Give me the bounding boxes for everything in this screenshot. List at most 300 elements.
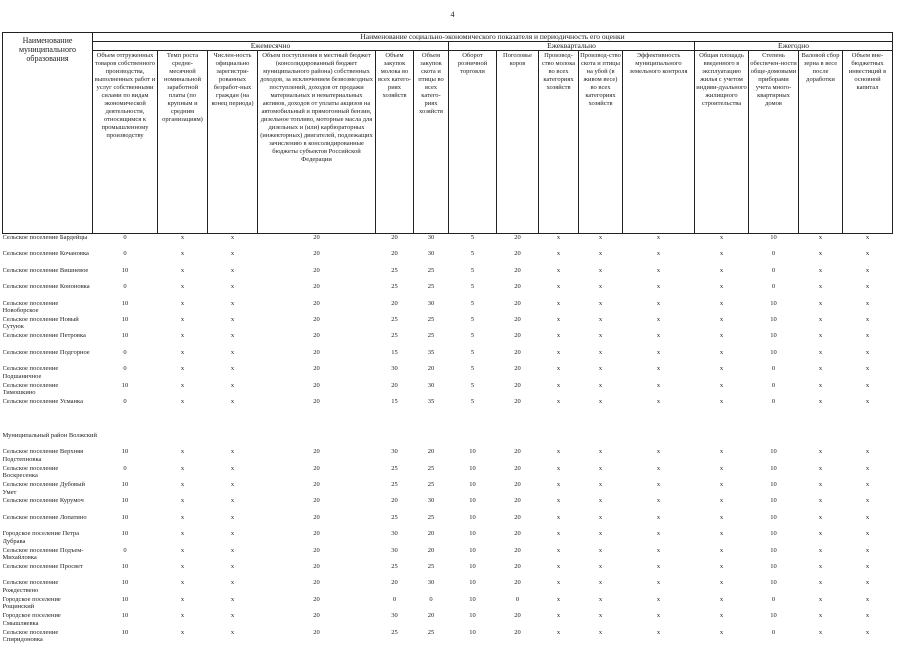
indicator-value: 30 xyxy=(391,612,398,620)
indicator-value: x xyxy=(865,448,870,456)
indicator-value: 10 xyxy=(121,448,129,456)
municipality-name: Сельское поселение Подъем-Михайловка xyxy=(2,546,84,562)
indicator-value: x xyxy=(180,365,185,373)
indicator-value: 10 xyxy=(469,595,476,603)
indicator-value: 10 xyxy=(770,348,777,356)
indicator-value: x xyxy=(556,595,561,603)
indicator-value: x xyxy=(865,283,870,291)
indicator-value: x xyxy=(818,497,823,505)
indicator-value: 20 xyxy=(514,579,521,587)
indicator-value: x xyxy=(865,365,870,373)
indicator-value: 25 xyxy=(391,628,398,636)
column-header-indicator: Числен-ность официально зарегистри-рованных безработ-ных граждан (на конец периода) xyxy=(208,51,258,234)
header-period-yearly: Ежегодно xyxy=(695,42,893,51)
indicator-value: x xyxy=(180,481,185,489)
indicator-value: x xyxy=(818,283,823,291)
indicator-value: 10 xyxy=(770,315,777,323)
indicator-value: 15 xyxy=(391,397,398,405)
column-header-indicator: Темп роста средне-месячной номинальной заработной платы (по крупным и средним организациям) xyxy=(158,51,208,234)
indicator-value: 10 xyxy=(121,332,129,340)
indicator-value: x xyxy=(556,348,561,356)
indicator-value: 5 xyxy=(470,250,475,258)
indicator-value: x xyxy=(180,332,185,340)
table-row xyxy=(3,530,893,546)
table-row xyxy=(3,398,893,414)
indicator-value: x xyxy=(865,530,870,538)
indicator-value: x xyxy=(598,546,603,554)
indicator-value: x xyxy=(865,381,870,389)
indicator-value: x xyxy=(656,481,661,489)
indicator-value: 10 xyxy=(770,448,777,456)
indicator-value: 10 xyxy=(121,628,129,636)
indicator-value: x xyxy=(230,530,235,538)
indicator-value: x xyxy=(556,283,561,291)
indicator-value: 25 xyxy=(391,266,398,274)
indicator-value: 5 xyxy=(470,348,475,356)
indicator-value: 30 xyxy=(391,365,398,373)
indicator-value: 20 xyxy=(514,448,521,456)
table-row xyxy=(3,316,893,332)
indicator-value: 20 xyxy=(514,250,521,258)
indicator-value: 20 xyxy=(391,497,398,505)
indicator-value: x xyxy=(598,299,603,307)
indicator-value: 20 xyxy=(313,481,320,489)
indicator-value: x xyxy=(230,513,235,521)
indicator-value: 20 xyxy=(313,283,320,291)
indicator-value: x xyxy=(180,315,185,323)
indicator-value: x xyxy=(719,612,724,620)
indicator-value: x xyxy=(656,563,661,571)
indicator-value: x xyxy=(598,481,603,489)
indicator-value: x xyxy=(865,612,870,620)
indicator-value: 30 xyxy=(391,530,398,538)
indicator-value: 25 xyxy=(427,315,435,323)
indicator-value: x xyxy=(556,481,561,489)
indicator-value: x xyxy=(556,381,561,389)
indicator-value: x xyxy=(865,546,870,554)
indicator-value: x xyxy=(656,381,661,389)
indicator-value: x xyxy=(598,448,603,456)
table-row xyxy=(3,283,893,299)
indicator-value: x xyxy=(556,464,561,472)
indicator-value: x xyxy=(719,579,724,587)
indicator-value: 20 xyxy=(514,283,521,291)
indicator-value: x xyxy=(556,315,561,323)
indicator-value: x xyxy=(656,628,661,636)
indicator-value: 30 xyxy=(427,250,435,258)
table-row xyxy=(3,300,893,316)
indicator-value: 0 xyxy=(771,365,776,373)
municipality-name: Городское поселение Петра Дубрава xyxy=(2,530,80,545)
indicator-value: 10 xyxy=(469,579,476,587)
indicator-value: 20 xyxy=(313,381,320,389)
column-header-indicator: Эффективность муниципального земельного контроля xyxy=(623,51,695,234)
indicator-value: x xyxy=(556,448,561,456)
indicator-value: x xyxy=(719,464,724,472)
header-indicator-group: Наименование социально-экономического показателя и периодичность его оценки xyxy=(93,33,893,42)
table-row xyxy=(3,579,893,595)
indicator-value: x xyxy=(719,348,724,356)
indicator-value: x xyxy=(180,595,185,603)
indicator-value: x xyxy=(230,315,235,323)
indicator-value: 20 xyxy=(313,397,320,405)
indicator-value: 20 xyxy=(391,250,398,258)
indicator-value: 20 xyxy=(514,530,521,538)
indicator-value: x xyxy=(556,365,561,373)
indicator-value: x xyxy=(598,579,603,587)
indicator-value: x xyxy=(180,628,185,636)
municipality-name: Сельское поселение Кононовка xyxy=(2,283,90,291)
indicator-value: 35 xyxy=(427,397,435,405)
indicator-value: x xyxy=(598,530,603,538)
column-header-indicator: Объем закупок скота и птицы во всех катего-риях хозяйств xyxy=(414,51,449,234)
indicator-value: x xyxy=(230,563,235,571)
table-row xyxy=(3,497,893,513)
indicator-value: x xyxy=(230,464,235,472)
indicator-value: x xyxy=(598,563,603,571)
indicator-value: 0 xyxy=(771,381,776,389)
municipality-name: Сельское поселение Просвет xyxy=(2,563,83,571)
indicator-value: 10 xyxy=(121,481,129,489)
indicator-value: x xyxy=(818,266,823,274)
indicator-value: 10 xyxy=(121,315,129,323)
municipality-name: Сельское поселение Петровка xyxy=(2,332,86,340)
indicator-value: x xyxy=(230,234,235,241)
indicator-value: x xyxy=(656,579,661,587)
indicator-value: 5 xyxy=(470,234,475,241)
indicator-value: x xyxy=(180,397,185,405)
indicator-value: x xyxy=(180,250,185,258)
table-row xyxy=(3,332,893,348)
municipality-name: Сельское поселение Лопатино xyxy=(2,513,87,521)
indicator-value: 30 xyxy=(427,579,435,587)
municipality-name: Городское поселение Рощинский xyxy=(2,595,61,611)
indicator-value: 25 xyxy=(427,464,435,472)
indicator-value: x xyxy=(656,283,661,291)
indicator-value: 20 xyxy=(514,464,521,472)
indicator-value: x xyxy=(180,497,185,505)
indicator-value: x xyxy=(865,332,870,340)
indicator-value: x xyxy=(656,365,661,373)
indicator-value: 20 xyxy=(313,628,320,636)
column-header-indicator: Поголовье коров xyxy=(497,51,539,234)
indicator-value: 5 xyxy=(470,266,475,274)
indicator-value: x xyxy=(656,315,661,323)
municipality-name: Сельское поселение Бардейцы xyxy=(2,234,88,241)
indicator-value: 25 xyxy=(427,481,435,489)
indicator-value: x xyxy=(230,546,235,554)
indicator-value: x xyxy=(656,612,661,620)
indicator-value: 0 xyxy=(429,595,433,603)
indicator-value: x xyxy=(719,283,724,291)
indicator-value: x xyxy=(656,266,661,274)
indicator-value: 0 xyxy=(123,365,127,373)
indicator-value: 20 xyxy=(514,397,521,405)
indicator-value: 20 xyxy=(313,464,320,472)
column-header-indicator: Объем вне-бюджетных инвестиций в основной капитал xyxy=(843,51,893,234)
indicator-value: 20 xyxy=(313,563,320,571)
indicator-value: x xyxy=(180,546,185,554)
indicator-value: 10 xyxy=(770,234,777,241)
indicator-value: 20 xyxy=(514,348,521,356)
indicator-value: 20 xyxy=(391,579,398,587)
indicator-value: x xyxy=(865,497,870,505)
indicator-value: x xyxy=(719,365,724,373)
indicator-value: 10 xyxy=(770,579,777,587)
indicator-value: 25 xyxy=(391,332,398,340)
indicator-value: x xyxy=(719,497,724,505)
indicator-value: x xyxy=(719,266,724,274)
municipality-name: Сельское поселение Подгорное xyxy=(2,348,90,356)
indicator-value: 10 xyxy=(469,530,476,538)
section-title: Муниципальный район Волжский xyxy=(2,432,97,440)
indicator-value: 25 xyxy=(427,332,435,340)
indicator-value: 25 xyxy=(391,513,398,521)
indicator-value: 20 xyxy=(313,530,320,538)
indicator-value: x xyxy=(818,579,823,587)
indicator-value: x xyxy=(230,448,235,456)
indicator-value: 10 xyxy=(121,381,129,389)
indicator-value: x xyxy=(180,464,185,472)
indicator-value: x xyxy=(818,628,823,636)
indicator-value: x xyxy=(818,595,823,603)
indicator-value: x xyxy=(719,381,724,389)
table-row xyxy=(3,349,893,365)
indicator-value: x xyxy=(865,397,870,405)
indicator-value: x xyxy=(719,299,724,307)
indicator-value: 20 xyxy=(514,628,521,636)
indicator-value: x xyxy=(719,315,724,323)
indicator-value: x xyxy=(230,612,235,620)
indicator-value: x xyxy=(230,397,235,405)
indicator-value: 0 xyxy=(771,628,776,636)
indicator-value: x xyxy=(818,513,823,521)
indicator-value: 10 xyxy=(469,497,476,505)
indicator-value: x xyxy=(818,397,823,405)
indicator-value: 20 xyxy=(514,381,521,389)
indicator-value: 20 xyxy=(427,448,435,456)
indicator-value: x xyxy=(865,563,870,571)
indicator-value: 25 xyxy=(391,283,398,291)
indicator-value: x xyxy=(180,513,185,521)
column-header-municipality: Наименование муниципального образования xyxy=(3,33,93,234)
indicator-value: 20 xyxy=(391,381,398,389)
column-header-indicator: Валовой сбор зерна в весе после доработки xyxy=(799,51,843,234)
indicator-value: x xyxy=(180,612,185,620)
indicator-value: x xyxy=(556,579,561,587)
indicator-value: 10 xyxy=(770,481,777,489)
indicator-value: x xyxy=(656,546,661,554)
indicator-value: 25 xyxy=(427,266,435,274)
indicator-value: x xyxy=(818,481,823,489)
indicator-value: 20 xyxy=(313,250,320,258)
indicator-value: x xyxy=(230,497,235,505)
indicator-value: 0 xyxy=(771,250,776,258)
indicator-value: 0 xyxy=(515,595,520,603)
indicator-value: x xyxy=(180,283,185,291)
indicator-value: 30 xyxy=(427,299,435,307)
indicator-value: 20 xyxy=(514,299,521,307)
indicator-value: x xyxy=(818,234,823,241)
indicator-value: 10 xyxy=(770,530,777,538)
indicator-value: x xyxy=(818,546,823,554)
indicator-value: x xyxy=(556,299,561,307)
indicator-value: 0 xyxy=(123,546,127,554)
indicator-value: x xyxy=(230,266,235,274)
indicator-value: x xyxy=(719,530,724,538)
indicator-value: x xyxy=(598,381,603,389)
indicator-value: 30 xyxy=(427,497,435,505)
indicator-value: x xyxy=(556,497,561,505)
indicator-value: 20 xyxy=(427,546,435,554)
indicator-value: x xyxy=(598,315,603,323)
indicator-value: x xyxy=(865,628,870,636)
spacer-row xyxy=(3,414,893,428)
indicator-value: 25 xyxy=(391,481,398,489)
indicator-value: 20 xyxy=(313,299,320,307)
indicator-value: x xyxy=(818,250,823,258)
indicator-value: x xyxy=(556,628,561,636)
table-row xyxy=(3,365,893,381)
indicator-value: 20 xyxy=(313,266,320,274)
indicator-value: x xyxy=(656,530,661,538)
indicator-value: 25 xyxy=(391,315,398,323)
indicator-value: 10 xyxy=(121,299,129,307)
indicator-value: x xyxy=(656,513,661,521)
indicator-value: x xyxy=(556,332,561,340)
indicator-value: 20 xyxy=(514,315,521,323)
indicator-value: 25 xyxy=(427,513,435,521)
indicator-value: x xyxy=(556,234,561,241)
indicator-value: 10 xyxy=(121,266,129,274)
table-row xyxy=(3,267,893,283)
indicator-value: x xyxy=(818,365,823,373)
table-row xyxy=(3,250,893,266)
indicator-value: 10 xyxy=(770,546,777,554)
municipality-name: Сельское поселение Тимошкино xyxy=(2,381,59,397)
indicator-value: 0 xyxy=(123,250,127,258)
indicator-value: x xyxy=(556,513,561,521)
table-row xyxy=(3,596,893,612)
municipality-name: Сельское поселение Новый Сутуюк xyxy=(2,315,79,331)
indicator-value: x xyxy=(180,563,185,571)
municipality-name: Сельское поселение Вишневое xyxy=(2,266,89,274)
indicator-value: x xyxy=(556,612,561,620)
indicator-value: 5 xyxy=(470,299,475,307)
indicator-value: x xyxy=(818,348,823,356)
indicator-value: 10 xyxy=(770,612,777,620)
indicator-value: x xyxy=(865,234,870,241)
indicator-value: x xyxy=(865,513,870,521)
indicator-value: x xyxy=(656,595,661,603)
indicator-value: x xyxy=(598,464,603,472)
indicator-value: x xyxy=(230,348,235,356)
indicator-value: x xyxy=(656,348,661,356)
table-row xyxy=(3,448,893,464)
indicator-value: x xyxy=(719,397,724,405)
indicator-value: 20 xyxy=(313,332,320,340)
municipality-name: Сельское поселение Верхняя Подстепновка xyxy=(2,448,84,463)
indicator-value: 20 xyxy=(313,448,320,456)
indicator-value: x xyxy=(818,381,823,389)
indicator-value: x xyxy=(656,464,661,472)
indicator-value: x xyxy=(719,250,724,258)
indicator-value: x xyxy=(656,332,661,340)
municipality-name: Сельское поселение Воскресенка xyxy=(2,464,59,480)
indicator-value: 20 xyxy=(514,513,521,521)
indicator-value: x xyxy=(656,250,661,258)
indicator-value: 5 xyxy=(470,315,475,323)
indicator-value: x xyxy=(719,563,724,571)
indicator-value: 5 xyxy=(470,381,475,389)
indicator-value: 20 xyxy=(514,234,521,241)
municipality-name: Сельское поселение Подшаничное xyxy=(2,365,59,380)
indicator-value: x xyxy=(865,579,870,587)
indicator-value: 30 xyxy=(427,381,435,389)
indicator-value: x xyxy=(556,250,561,258)
indicator-value: 30 xyxy=(391,546,398,554)
indicator-value: x xyxy=(598,250,603,258)
indicator-value: 10 xyxy=(469,481,476,489)
indicator-value: 10 xyxy=(469,612,476,620)
indicator-value: x xyxy=(230,481,235,489)
indicator-value: 0 xyxy=(123,397,127,405)
indicator-value: x xyxy=(656,299,661,307)
indicator-value: 5 xyxy=(470,332,475,340)
indicator-value: x xyxy=(180,234,185,241)
indicator-value: x xyxy=(818,315,823,323)
table-row xyxy=(3,382,893,398)
indicator-value: x xyxy=(556,563,561,571)
indicator-value: x xyxy=(865,250,870,258)
indicator-value: x xyxy=(818,332,823,340)
indicator-value: 20 xyxy=(313,234,320,241)
indicator-value: 0 xyxy=(123,234,127,241)
indicator-value: 10 xyxy=(121,612,129,620)
indicator-value: 10 xyxy=(121,530,129,538)
indicator-value: x xyxy=(556,546,561,554)
table-row xyxy=(3,629,893,645)
indicator-value: x xyxy=(598,332,603,340)
indicator-value: x xyxy=(719,332,724,340)
column-header-indicator: Объем закупок молока во всех катего-риях хозяйств xyxy=(376,51,414,234)
indicator-value: x xyxy=(230,299,235,307)
indicator-value: x xyxy=(719,234,724,241)
indicator-value: x xyxy=(598,365,603,373)
indicator-value: 10 xyxy=(121,513,129,521)
indicator-value: x xyxy=(230,628,235,636)
indicator-value: x xyxy=(556,530,561,538)
indicator-value: 20 xyxy=(313,497,320,505)
column-header-indicator: Производ-ство молока во всех категориях хозяйств xyxy=(539,51,579,234)
table-row xyxy=(3,514,893,530)
indicator-value: 20 xyxy=(514,332,521,340)
indicator-value: x xyxy=(865,299,870,307)
indicator-value: x xyxy=(598,513,603,521)
indicator-value: 20 xyxy=(514,563,521,571)
indicator-value: 15 xyxy=(391,348,398,356)
indicator-value: 10 xyxy=(121,595,129,603)
table-row xyxy=(3,547,893,563)
indicator-value: x xyxy=(598,628,603,636)
indicator-value: x xyxy=(180,348,185,356)
municipality-name: Сельское поселение Спиридоновка xyxy=(2,628,59,644)
indicator-value: 20 xyxy=(313,348,320,356)
column-header-indicator: Объем отгруженных товаров собственного производства, выполненных работ и услуг собственными силами по видам экономической деятельности, относящимся к промышленному производству xyxy=(93,51,158,234)
indicator-value: 10 xyxy=(469,628,476,636)
indicator-value: 20 xyxy=(514,612,521,620)
indicator-value: x xyxy=(230,381,235,389)
